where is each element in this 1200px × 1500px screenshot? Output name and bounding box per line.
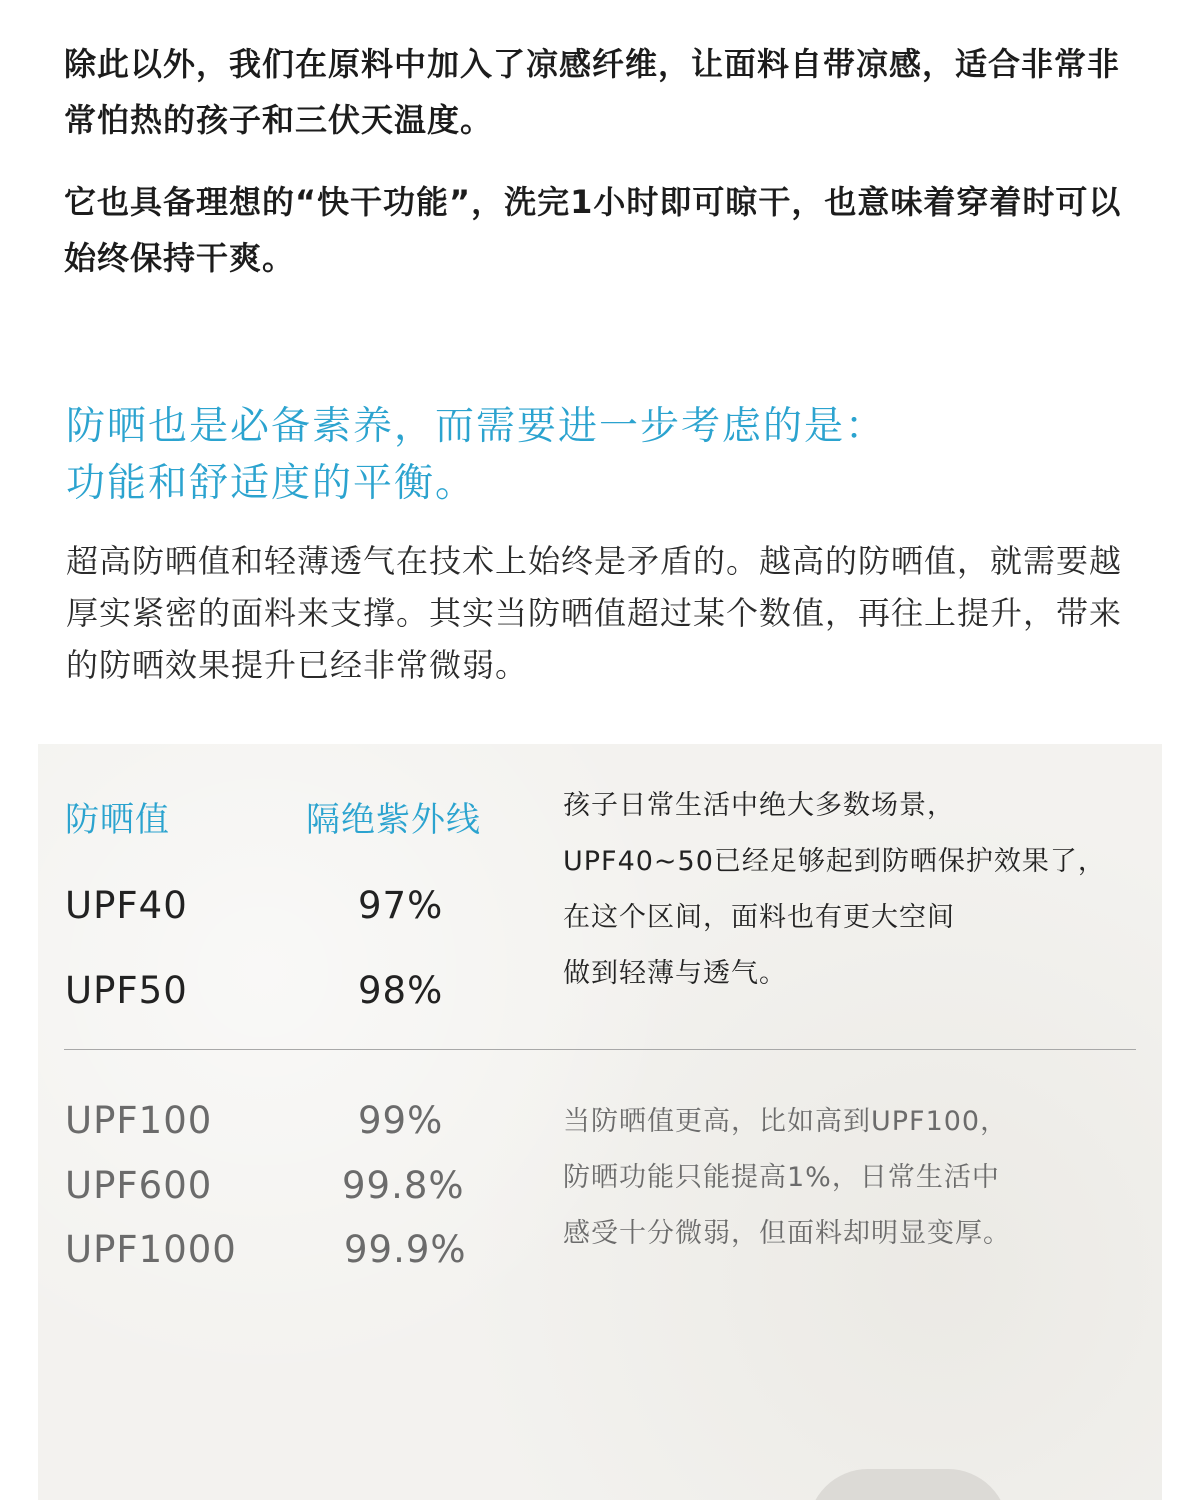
product-image-edge <box>808 1469 1008 1500</box>
uv-block-value: 99% <box>358 1099 444 1142</box>
note-line: 当防晒值更高，比如高到UPF100， <box>563 1106 1009 1137</box>
note-line: 在这个区间，面料也有更大空间 <box>563 902 955 933</box>
upf-value: UPF50 <box>65 969 188 1012</box>
note-line: 孩子日常生活中绝大多数场景， <box>563 790 955 821</box>
note-line: 防晒功能只能提高1%，日常生活中 <box>563 1162 1000 1193</box>
upf-value: UPF1000 <box>65 1228 237 1271</box>
headline-line-1: 防晒也是必备素养，而需要进一步考虑的是： <box>66 404 887 449</box>
intro-section <box>64 36 1144 312</box>
uv-block-value: 97% <box>358 884 444 927</box>
table-divider <box>64 1049 1136 1050</box>
upf-comparison-panel <box>38 744 1162 1500</box>
headline-line-2: 功能和舒适度的平衡。 <box>66 461 477 506</box>
upf-value: UPF600 <box>65 1164 213 1207</box>
note-line: 感受十分微弱，但面料却明显变厚。 <box>563 1218 1011 1249</box>
body-paragraph: 超高防晒值和轻薄透气在技术上始终是矛盾的。越高的防晒值，就需要越厚实紧密的面料来支撑。其实当防晒值超过某个数值，再往上提升，带来的防晒效果提升已经非常微弱。 <box>66 542 1123 684</box>
note-line: 做到轻薄与透气。 <box>563 958 787 989</box>
column-header-uv-block: 隔绝紫外线 <box>306 800 481 840</box>
intro-paragraph-2: 它也具备理想的“快干功能”，洗完1小时即可晾干，也意味着穿着时可以始终保持干爽。 <box>64 183 1122 277</box>
group2-note <box>563 1094 1011 1262</box>
uv-block-value: 99.8% <box>342 1164 465 1207</box>
uv-block-value: 98% <box>358 969 444 1012</box>
upf-value: UPF40 <box>65 884 188 927</box>
intro-paragraph-1: 除此以外，我们在原料中加入了凉感纤维，让面料自带凉感，适合非常非常怕热的孩子和三伏天温度。 <box>64 45 1121 139</box>
section-headline <box>66 398 1146 512</box>
column-header-upf: 防晒值 <box>65 800 170 840</box>
upf-value: UPF100 <box>65 1099 213 1142</box>
group1-note <box>563 778 1106 1002</box>
uv-block-value: 99.9% <box>344 1228 467 1271</box>
note-line: UPF40~50已经足够起到防晒保护效果了， <box>563 846 1106 877</box>
